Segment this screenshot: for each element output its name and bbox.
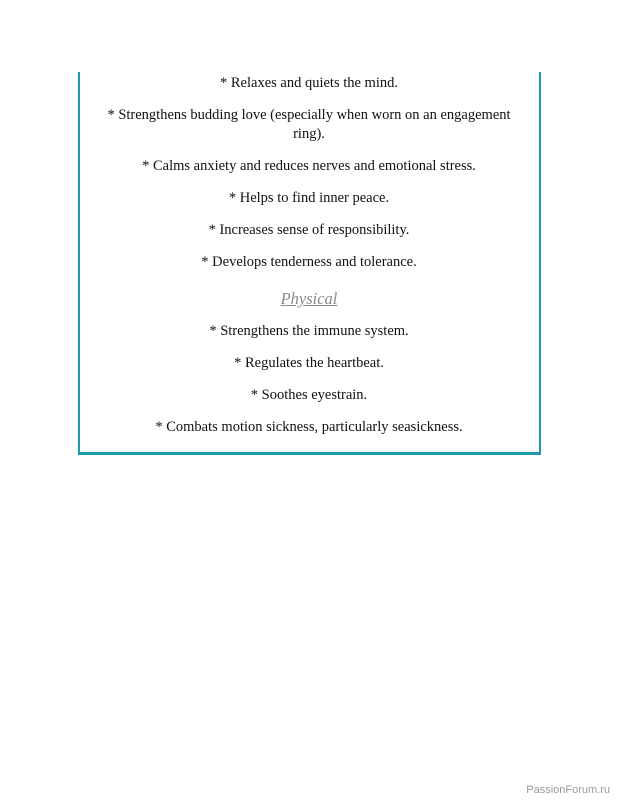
list-item: * Regulates the heartbeat. [234, 355, 384, 371]
list-item: * Helps to find inner peace. [228, 190, 390, 206]
list-item: * Combats motion sickness, particularly seasickness. [155, 419, 463, 435]
list-item: * Relaxes and quiets the mind. [220, 75, 398, 91]
list-item: * Develops tenderness and tolerance. [201, 254, 417, 270]
list-item: * Calms anxiety and reduces nerves and emotional stress. [142, 158, 476, 174]
list-item: * Strengthens budding love (especially when worn on an engagement ring). [107, 107, 511, 142]
list-item: * Strengthens the immune system. [209, 323, 409, 339]
document-body [90, 0, 528, 800]
section-heading-physical: Physical [280, 289, 338, 308]
list-item: * Soothes eyestrain. [250, 387, 368, 403]
list-item: * Increases sense of responsibility. [208, 222, 410, 238]
watermark: PassionForum.ru [526, 784, 610, 796]
